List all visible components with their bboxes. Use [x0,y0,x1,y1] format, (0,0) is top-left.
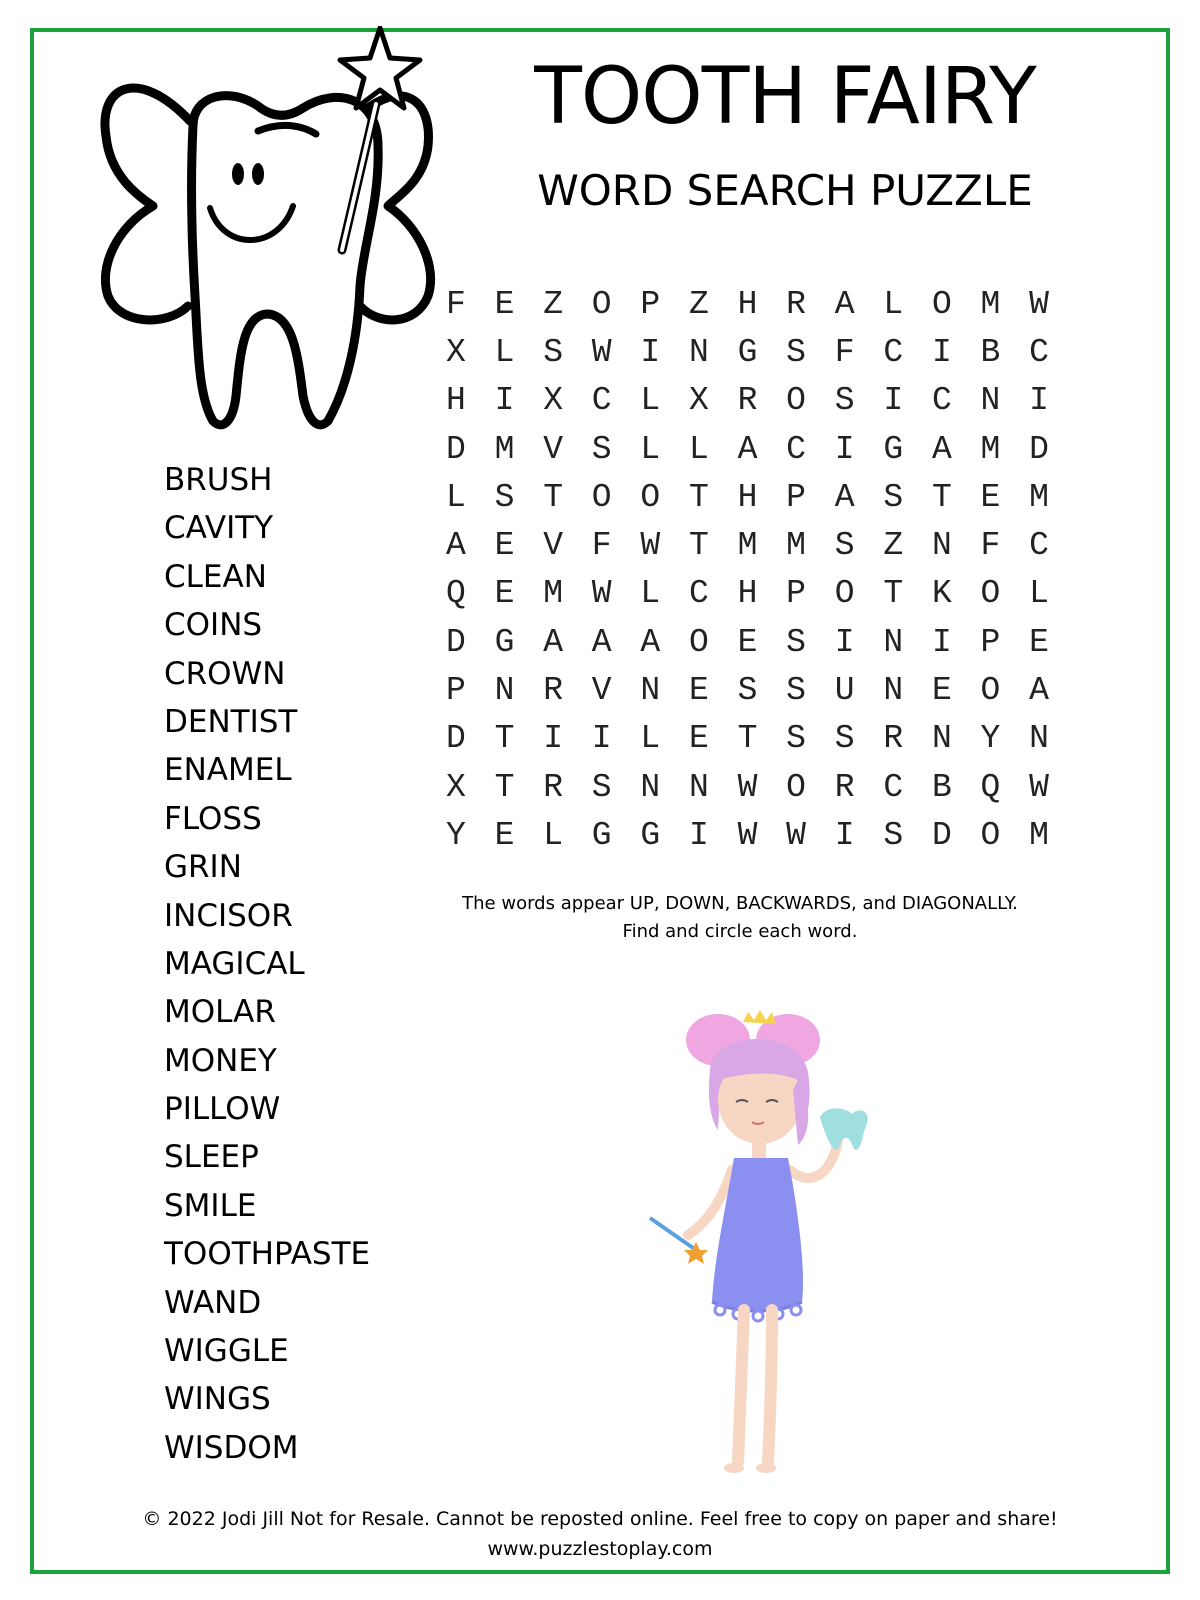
word-list-item: WINGS [164,1381,271,1418]
grid-letter: Z [688,285,709,323]
grid-letter: L [640,382,661,420]
word-list-item: MONEY [164,1042,277,1079]
grid-letter: E [494,527,515,565]
grid-letter: A [737,430,758,468]
grid-letter: L [688,430,709,468]
grid-letter: Y [446,816,466,854]
grid-letter: C [786,430,806,468]
word-list-item: ENAMEL [164,752,292,789]
grid-letter: A [931,430,952,468]
grid-letter: X [543,382,563,420]
grid-letter: R [883,720,904,758]
grid-letter: Z [543,285,563,323]
grid-row [446,763,1078,811]
grid-letter: W [1029,768,1049,806]
grid-letter: S [786,720,806,758]
grid-letter: I [688,816,709,854]
grid-letter: G [640,816,661,854]
grid-letter: G [494,623,515,661]
grid-row [446,521,1078,569]
grid-letter: D [446,720,466,758]
grid-letter: A [543,623,563,661]
grid-letter: Q [446,575,466,613]
grid-letter: L [640,430,661,468]
grid-letter: T [543,478,563,516]
grid-letter: I [1029,382,1049,420]
grid-letter: T [688,527,709,565]
grid-letter: S [883,478,904,516]
grid-letter: W [1029,285,1049,323]
grid-letter: T [737,720,758,758]
grid-letter: C [688,575,709,613]
grid-letter: L [640,720,661,758]
grid-letter: G [737,333,758,371]
grid-letter: Z [883,527,904,565]
word-list-item: SLEEP [164,1139,259,1176]
grid-letter: L [446,478,466,516]
grid-letter: M [1029,816,1049,854]
grid-letter: T [494,768,515,806]
grid-letter: O [591,285,612,323]
word-list-item: MOLAR [164,994,276,1031]
grid-letter: S [883,816,904,854]
grid-letter: T [931,478,952,516]
grid-letter: M [786,527,806,565]
grid-row [446,328,1078,376]
grid-letter: W [786,816,806,854]
word-list [164,456,370,1472]
grid-letter: I [883,382,904,420]
grid-row [446,473,1078,521]
grid-row [446,570,1078,618]
grid-letter: O [980,575,1001,613]
grid-letter: E [494,575,515,613]
grid-letter: S [786,333,806,371]
grid-letter: I [834,816,855,854]
page-subtitle: WORD SEARCH PUZZLE [537,166,1033,215]
grid-letter: I [640,333,661,371]
grid-letter: M [543,575,563,613]
word-list-item: WIGGLE [164,1333,289,1370]
grid-letter: N [688,333,709,371]
grid-letter: L [494,333,515,371]
grid-letter: C [931,382,952,420]
grid-letter: O [786,382,806,420]
grid-letter: R [543,672,563,710]
grid-letter: A [834,478,855,516]
grid-letter: O [786,768,806,806]
grid-letter: M [494,430,515,468]
grid-letter: P [640,285,661,323]
grid-row [446,280,1078,328]
page-title: TOOTH FAIRY [534,52,1036,142]
grid-letter: P [786,478,806,516]
word-list-item: BRUSH [164,462,273,498]
grid-letter: E [1029,623,1049,661]
grid-letter: V [543,430,563,468]
grid-letter: F [591,527,612,565]
grid-letter: E [688,672,709,710]
grid-letter: V [543,527,563,565]
grid-letter: Y [980,720,1001,758]
grid-letter: N [883,623,904,661]
word-list-item: CLEAN [164,558,267,595]
grid-letter: M [980,430,1001,468]
grid-letter: P [980,623,1001,661]
instructions [420,890,1060,946]
grid-letter: C [591,382,612,420]
grid-letter: L [883,285,904,323]
grid-letter: S [591,430,612,468]
instructions-line-1: The words appear UP, DOWN, BACKWARDS, and DIAGONALLY. [462,893,1018,914]
grid-letter: S [834,382,855,420]
grid-letter: F [980,527,1001,565]
grid-letter: R [543,768,563,806]
grid-letter: H [446,382,466,420]
grid-letter: G [883,430,904,468]
grid-letter: N [640,768,661,806]
grid-letter: C [883,768,904,806]
grid-letter: B [931,768,952,806]
grid-letter: O [931,285,952,323]
grid-letter: O [591,478,612,516]
copyright-text: © 2022 Jodi Jill Not for Resale. Cannot be reposted online. Feel free to copy on paper and share! [142,1508,1058,1530]
grid-letter: N [1029,720,1049,758]
grid-letter: N [494,672,515,710]
word-list-item: WISDOM [164,1429,299,1466]
grid-letter: F [834,333,855,371]
grid-letter: S [786,623,806,661]
grid-letter: L [543,816,563,854]
word-list-item: CAVITY [164,510,274,547]
footer [60,1504,1140,1564]
grid-letter: C [1029,527,1049,565]
word-list-item: MAGICAL [164,945,305,982]
grid-row [446,715,1078,763]
grid-letter: D [931,816,952,854]
grid-letter: L [640,575,661,613]
grid-letter: P [446,672,466,710]
grid-letter: O [834,575,855,613]
grid-letter: T [494,720,515,758]
grid-letter: S [494,478,515,516]
grid-letter: I [834,430,855,468]
grid-letter: H [737,478,758,516]
word-list-item: PILLOW [164,1091,281,1128]
grid-letter: D [446,430,466,468]
grid-letter: S [786,672,806,710]
grid-letter: R [786,285,806,323]
grid-letter: I [591,720,612,758]
grid-letter: A [640,623,661,661]
grid-letter: X [446,333,466,371]
grid-letter: E [494,285,515,323]
grid-letter: H [737,285,758,323]
grid-letter: N [688,768,709,806]
grid-letter: M [737,527,758,565]
grid-row [446,811,1078,859]
grid-row [446,377,1078,425]
word-list-item: FLOSS [164,800,262,837]
grid-letter: I [931,333,952,371]
grid-letter: M [980,285,1001,323]
grid-letter: L [1029,575,1049,613]
grid-letter: B [980,333,1001,371]
grid-row [446,618,1078,666]
grid-letter: A [834,285,855,323]
fairy-illustration [648,1010,888,1490]
grid-letter: N [883,672,904,710]
grid-letter: N [640,672,661,710]
grid-letter: C [1029,333,1049,371]
grid-letter: N [980,382,1001,420]
grid-letter: W [591,575,612,613]
grid-letter: S [591,768,612,806]
grid-letter: I [494,382,515,420]
grid-letter: A [1029,672,1049,710]
grid-letter: R [834,768,855,806]
grid-letter: D [446,623,466,661]
word-list-item: SMILE [164,1187,257,1224]
footer-url: www.puzzlestoplay.com [487,1538,713,1560]
grid-letter: W [591,333,612,371]
grid-letter: W [640,527,661,565]
grid-letter: N [931,720,952,758]
grid-letter: A [446,527,466,565]
letter-grid [446,280,1078,860]
grid-letter: X [446,768,466,806]
tooth-fairy-icon [98,26,440,436]
grid-row [446,666,1078,714]
grid-letter: O [640,478,661,516]
word-list-item: TOOTHPASTE [164,1236,371,1273]
grid-letter: Q [980,768,1001,806]
grid-letter: S [543,333,563,371]
word-list-item: DENTIST [164,703,298,740]
grid-letter: O [980,816,1001,854]
word-list-item: CROWN [164,655,286,692]
grid-row [446,425,1078,473]
grid-letter: I [931,623,952,661]
grid-letter: X [688,382,709,420]
grid-letter: N [931,527,952,565]
grid-letter: O [688,623,709,661]
grid-letter: T [883,575,904,613]
word-list-item: GRIN [164,849,242,886]
word-list-item: WAND [164,1284,262,1321]
grid-letter: M [1029,478,1049,516]
word-list-item: COINS [164,607,263,644]
grid-letter: G [591,816,612,854]
grid-letter: P [786,575,806,613]
grid-letter: E [980,478,1001,516]
grid-letter: H [737,575,758,613]
word-list-item: INCISOR [164,897,293,934]
grid-letter: E [737,623,758,661]
grid-letter: V [591,672,612,710]
grid-letter: K [931,575,952,613]
grid-letter: E [688,720,709,758]
grid-letter: C [883,333,904,371]
grid-letter: S [737,672,758,710]
grid-letter: E [931,672,952,710]
grid-letter: O [980,672,1001,710]
grid-letter: D [1029,430,1049,468]
grid-letter: W [737,816,758,854]
grid-letter: I [543,720,563,758]
grid-letter: R [737,382,758,420]
grid-letter: I [834,623,855,661]
grid-letter: F [446,285,466,323]
grid-letter: S [834,720,855,758]
instructions-line-2: Find and circle each word. [622,921,858,942]
grid-letter: T [688,478,709,516]
grid-letter: S [834,527,855,565]
grid-letter: W [737,768,758,806]
grid-letter: E [494,816,515,854]
grid-letter: U [834,672,855,710]
grid-letter: A [591,623,612,661]
